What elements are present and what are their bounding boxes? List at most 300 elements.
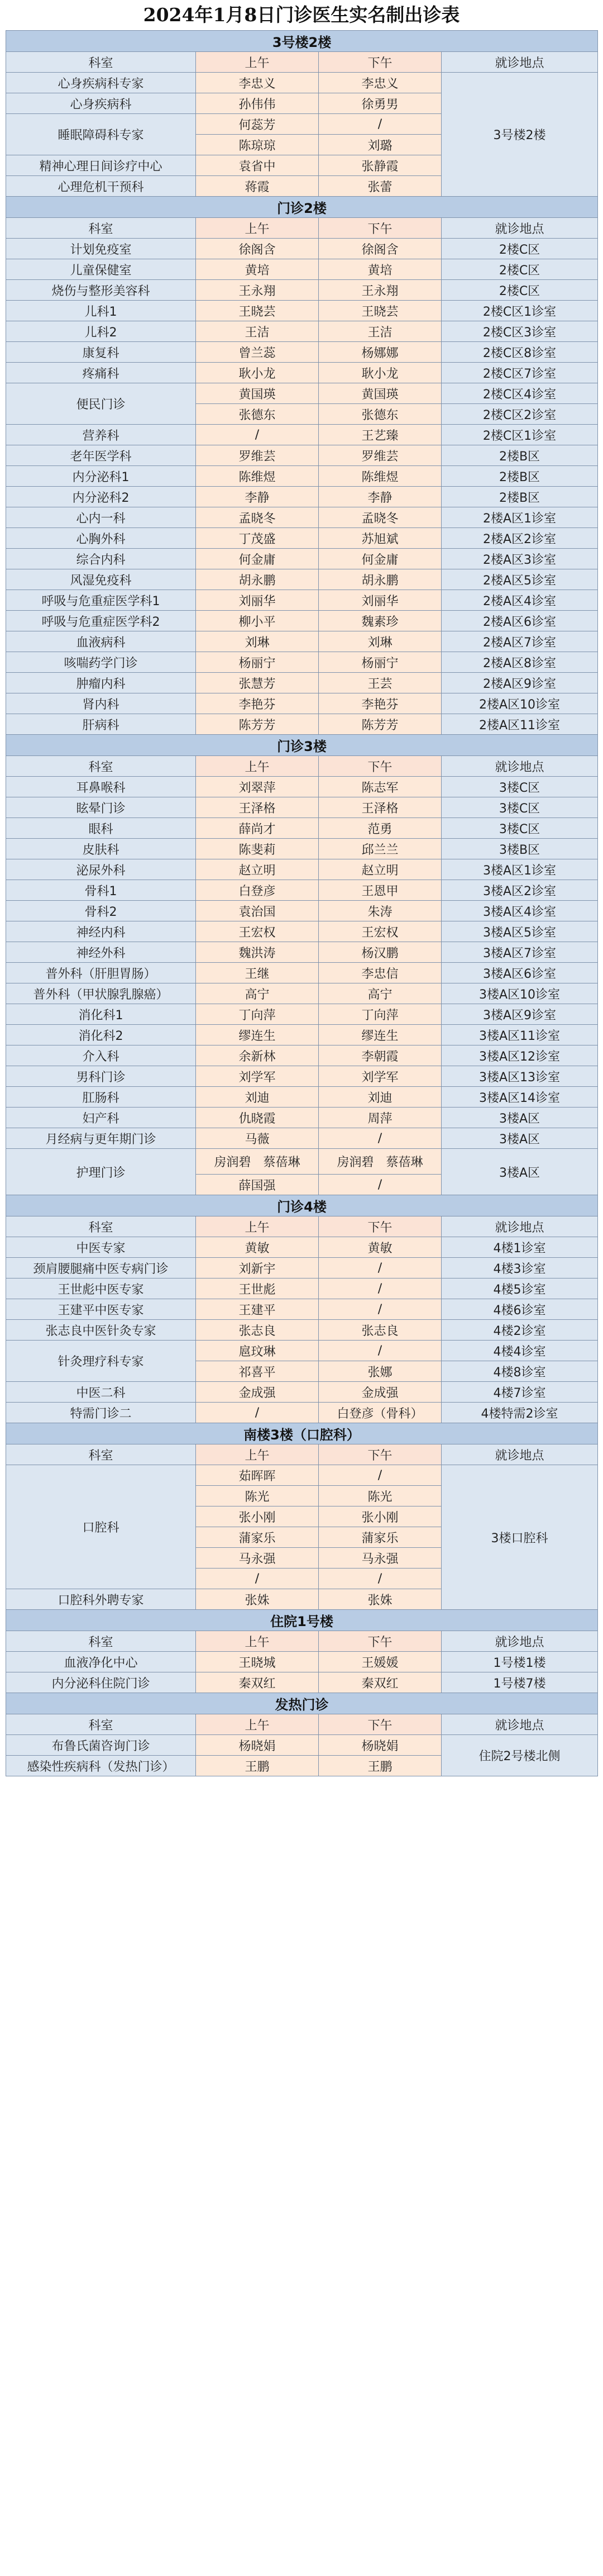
table-row xyxy=(6,1735,598,1756)
table-row xyxy=(6,73,598,93)
department-cell: 眼科 xyxy=(6,818,196,839)
afternoon-doctor-cell: 李朝霞 xyxy=(319,1045,442,1066)
location-cell: 4楼特需2诊室 xyxy=(442,1403,598,1423)
department-cell: 消化科1 xyxy=(6,1004,196,1025)
department-cell: 营养科 xyxy=(6,425,196,445)
table-row xyxy=(6,342,598,363)
location-cell: 住院2号楼北侧 xyxy=(442,1735,598,1776)
location-cell: 2楼C区4诊室 xyxy=(442,383,598,404)
department-cell: 感染性疾病科（发热门诊） xyxy=(6,1756,196,1776)
afternoon-doctor-cell: / xyxy=(319,1128,442,1149)
department-cell: 呼吸与危重症医学科1 xyxy=(6,590,196,611)
afternoon-doctor-cell: 罗维芸 xyxy=(319,445,442,466)
morning-doctor-cell: 王宏权 xyxy=(196,921,319,942)
morning-doctor-cell: / xyxy=(196,425,319,445)
afternoon-doctor-cell: 金成强 xyxy=(319,1382,442,1403)
section-title: 3号楼2楼 xyxy=(6,31,598,52)
morning-doctor-cell: 王世彪 xyxy=(196,1279,319,1299)
morning-doctor-cell: / xyxy=(196,1569,319,1589)
afternoon-doctor-cell: 王宏权 xyxy=(319,921,442,942)
location-cell: 4楼8诊室 xyxy=(442,1361,598,1382)
department-cell: 肛肠科 xyxy=(6,1087,196,1108)
morning-doctor-cell: 王洁 xyxy=(196,321,319,342)
table-row xyxy=(6,901,598,921)
department-cell: 中医二科 xyxy=(6,1382,196,1403)
section-title: 门诊3楼 xyxy=(6,735,598,756)
page-title: 2024年1月8日门诊医生实名制出诊表 xyxy=(143,4,460,26)
morning-doctor-cell: 张小刚 xyxy=(196,1506,319,1527)
morning-doctor-cell: 耿小龙 xyxy=(196,363,319,383)
location-cell: 2楼A区8诊室 xyxy=(442,652,598,673)
afternoon-doctor-cell: 蒲家乐 xyxy=(319,1527,442,1548)
afternoon-doctor-cell: 李忠义 xyxy=(319,73,442,93)
location-cell: 4楼5诊室 xyxy=(442,1279,598,1299)
morning-doctor-cell: 赵立明 xyxy=(196,859,319,880)
table-row xyxy=(6,777,598,797)
afternoon-doctor-cell: 胡永鹏 xyxy=(319,569,442,590)
morning-doctor-cell: 李艳芬 xyxy=(196,693,319,714)
morning-doctor-cell: 蒋霞 xyxy=(196,176,319,197)
table-row xyxy=(6,1465,598,1486)
afternoon-doctor-cell: 邱兰兰 xyxy=(319,839,442,859)
column-header-location: 就诊地点 xyxy=(442,1714,598,1735)
morning-doctor-cell: 薛尚才 xyxy=(196,818,319,839)
department-cell: 儿科2 xyxy=(6,321,196,342)
location-cell: 3楼A区14诊室 xyxy=(442,1087,598,1108)
department-cell: 心理危机干预科 xyxy=(6,176,196,197)
morning-doctor-cell: 白登彦 xyxy=(196,880,319,901)
location-cell: 3楼B区 xyxy=(442,839,598,859)
table-row xyxy=(6,1341,598,1361)
afternoon-doctor-cell: 王晓芸 xyxy=(319,301,442,321)
table-row xyxy=(6,673,598,693)
section-header-row xyxy=(6,1423,598,1444)
column-header-row xyxy=(6,1631,598,1652)
afternoon-doctor-cell: 刘学军 xyxy=(319,1066,442,1087)
afternoon-doctor-cell: 刘琳 xyxy=(319,631,442,652)
column-header-dept: 科室 xyxy=(6,1714,196,1735)
table-row xyxy=(6,1237,598,1258)
column-header-location: 就诊地点 xyxy=(442,218,598,239)
table-row xyxy=(6,797,598,818)
location-cell: 2楼A区5诊室 xyxy=(442,569,598,590)
section-header-row xyxy=(6,1693,598,1714)
morning-doctor-cell: 李静 xyxy=(196,487,319,507)
location-cell: 2楼C区 xyxy=(442,280,598,301)
column-header-am: 上午 xyxy=(196,1216,319,1237)
location-cell: 4楼4诊室 xyxy=(442,1341,598,1361)
column-header-am: 上午 xyxy=(196,218,319,239)
location-cell: 2楼B区 xyxy=(442,445,598,466)
table-row xyxy=(6,1652,598,1672)
afternoon-doctor-cell: 张小刚 xyxy=(319,1506,442,1527)
section-title: 南楼3楼（口腔科） xyxy=(6,1423,598,1444)
table-row xyxy=(6,942,598,963)
afternoon-doctor-cell: 刘璐 xyxy=(319,135,442,155)
table-row xyxy=(6,425,598,445)
department-cell: 护理门诊 xyxy=(6,1149,196,1195)
location-cell: 3楼C区 xyxy=(442,777,598,797)
table-row xyxy=(6,1258,598,1279)
afternoon-doctor-cell: 刘迪 xyxy=(319,1087,442,1108)
location-cell: 2楼A区10诊室 xyxy=(442,693,598,714)
department-cell: 王世彪中医专家 xyxy=(6,1279,196,1299)
morning-doctor-cell: 丁茂盛 xyxy=(196,528,319,549)
afternoon-doctor-cell: / xyxy=(319,114,442,135)
department-cell: 烧伤与整形美容科 xyxy=(6,280,196,301)
department-cell: 睡眠障碍科专家 xyxy=(6,114,196,155)
department-cell: 肿瘤内科 xyxy=(6,673,196,693)
column-header-row xyxy=(6,52,598,73)
table-row xyxy=(6,652,598,673)
location-cell: 2楼A区9诊室 xyxy=(442,673,598,693)
afternoon-doctor-cell: 王泽格 xyxy=(319,797,442,818)
table-row xyxy=(6,611,598,631)
department-cell: 布鲁氏菌咨询门诊 xyxy=(6,1735,196,1756)
afternoon-doctor-cell: 张德东 xyxy=(319,404,442,425)
schedule-table xyxy=(6,30,598,1776)
morning-doctor-cell: 张志良 xyxy=(196,1320,319,1341)
morning-doctor-cell: 王晓芸 xyxy=(196,301,319,321)
morning-doctor-cell: 扈玟琳 xyxy=(196,1341,319,1361)
afternoon-doctor-cell: / xyxy=(319,1465,442,1486)
department-cell: 血液净化中心 xyxy=(6,1652,196,1672)
morning-doctor-cell: 金成强 xyxy=(196,1382,319,1403)
afternoon-doctor-cell: 王洁 xyxy=(319,321,442,342)
afternoon-doctor-cell: 魏素珍 xyxy=(319,611,442,631)
location-cell: 2楼A区6诊室 xyxy=(442,611,598,631)
department-cell: 儿科1 xyxy=(6,301,196,321)
morning-doctor-cell: 马永强 xyxy=(196,1548,319,1569)
afternoon-doctor-cell: 李忠信 xyxy=(319,963,442,983)
department-cell: 肝病科 xyxy=(6,714,196,735)
department-cell: 咳喘药学门诊 xyxy=(6,652,196,673)
morning-doctor-cell: 王鹏 xyxy=(196,1756,319,1776)
location-cell: 3楼A区4诊室 xyxy=(442,901,598,921)
department-cell: 中医专家 xyxy=(6,1237,196,1258)
department-cell: 精神心理日间诊疗中心 xyxy=(6,155,196,176)
section-header-row xyxy=(6,197,598,218)
location-cell: 2楼C区1诊室 xyxy=(442,425,598,445)
location-cell: 2楼C区1诊室 xyxy=(442,301,598,321)
department-cell: 心身疾病科 xyxy=(6,93,196,114)
table-row xyxy=(6,1299,598,1320)
column-header-am: 上午 xyxy=(196,756,319,777)
morning-doctor-cell: 杨丽宁 xyxy=(196,652,319,673)
column-header-am: 上午 xyxy=(196,52,319,73)
table-row xyxy=(6,383,598,404)
morning-doctor-cell: 薛国强 xyxy=(196,1175,319,1195)
table-row xyxy=(6,569,598,590)
department-cell: 风湿免疫科 xyxy=(6,569,196,590)
location-cell: 4楼2诊室 xyxy=(442,1320,598,1341)
morning-doctor-cell: 高宁 xyxy=(196,983,319,1004)
location-cell: 4楼6诊室 xyxy=(442,1299,598,1320)
morning-doctor-cell: 曾兰蕊 xyxy=(196,342,319,363)
column-header-pm: 下午 xyxy=(319,1714,442,1735)
table-row xyxy=(6,1672,598,1693)
column-header-dept: 科室 xyxy=(6,1631,196,1652)
column-header-am: 上午 xyxy=(196,1444,319,1465)
afternoon-doctor-cell: 张姝 xyxy=(319,1589,442,1610)
column-header-am: 上午 xyxy=(196,1714,319,1735)
morning-doctor-cell: 王泽格 xyxy=(196,797,319,818)
morning-doctor-cell: 陈琼琼 xyxy=(196,135,319,155)
table-row xyxy=(6,1149,598,1175)
table-row xyxy=(6,983,598,1004)
location-cell: 2楼B区 xyxy=(442,487,598,507)
table-row xyxy=(6,590,598,611)
morning-doctor-cell: 刘迪 xyxy=(196,1087,319,1108)
column-header-dept: 科室 xyxy=(6,756,196,777)
location-cell: 1号楼7楼 xyxy=(442,1672,598,1693)
department-cell: 内分泌科1 xyxy=(6,466,196,487)
afternoon-doctor-cell: 王芸 xyxy=(319,673,442,693)
afternoon-doctor-cell: 徐阁含 xyxy=(319,239,442,259)
morning-doctor-cell: 刘学军 xyxy=(196,1066,319,1087)
table-row xyxy=(6,1045,598,1066)
table-row xyxy=(6,549,598,569)
morning-doctor-cell: 秦双红 xyxy=(196,1672,319,1693)
afternoon-doctor-cell: 张娜 xyxy=(319,1361,442,1382)
department-cell: 内分泌科2 xyxy=(6,487,196,507)
department-cell: 妇产科 xyxy=(6,1108,196,1128)
department-cell: 普外科（肝胆胃肠） xyxy=(6,963,196,983)
department-cell: 介入科 xyxy=(6,1045,196,1066)
morning-doctor-cell: 魏洪涛 xyxy=(196,942,319,963)
location-cell: 2楼C区2诊室 xyxy=(442,404,598,425)
column-header-row xyxy=(6,218,598,239)
location-cell: 2楼A区3诊室 xyxy=(442,549,598,569)
department-cell: 皮肤科 xyxy=(6,839,196,859)
location-cell: 2楼C区 xyxy=(442,239,598,259)
table-row xyxy=(6,693,598,714)
afternoon-doctor-cell: 王艺臻 xyxy=(319,425,442,445)
location-cell: 3楼A区6诊室 xyxy=(442,963,598,983)
morning-doctor-cell: 黄敏 xyxy=(196,1237,319,1258)
column-header-pm: 下午 xyxy=(319,1631,442,1652)
location-cell: 3楼C区 xyxy=(442,818,598,839)
section-header-row xyxy=(6,1195,598,1216)
department-cell: 综合内科 xyxy=(6,549,196,569)
afternoon-doctor-cell: 陈志军 xyxy=(319,777,442,797)
afternoon-doctor-cell: 黄培 xyxy=(319,259,442,280)
location-cell: 2楼A区7诊室 xyxy=(442,631,598,652)
table-row xyxy=(6,321,598,342)
department-cell: 计划免疫室 xyxy=(6,239,196,259)
table-row xyxy=(6,528,598,549)
column-header-row xyxy=(6,756,598,777)
afternoon-doctor-cell: 陈芳芳 xyxy=(319,714,442,735)
morning-doctor-cell: 刘翠萍 xyxy=(196,777,319,797)
table-row xyxy=(6,280,598,301)
afternoon-doctor-cell: 赵立明 xyxy=(319,859,442,880)
table-row xyxy=(6,1004,598,1025)
department-cell: 血液病科 xyxy=(6,631,196,652)
morning-doctor-cell: 徐阁含 xyxy=(196,239,319,259)
department-cell: 老年医学科 xyxy=(6,445,196,466)
location-cell: 3楼A区 xyxy=(442,1149,598,1195)
afternoon-doctor-cell: 杨晓娟 xyxy=(319,1735,442,1756)
location-cell: 3楼A区12诊室 xyxy=(442,1045,598,1066)
table-row xyxy=(6,1025,598,1045)
afternoon-doctor-cell: 黄敏 xyxy=(319,1237,442,1258)
location-cell: 3楼A区 xyxy=(442,1128,598,1149)
location-cell: 2楼A区2诊室 xyxy=(442,528,598,549)
afternoon-doctor-cell: 李艳芬 xyxy=(319,693,442,714)
afternoon-doctor-cell: 王鹏 xyxy=(319,1756,442,1776)
location-cell: 3楼A区1诊室 xyxy=(442,859,598,880)
column-header-pm: 下午 xyxy=(319,52,442,73)
afternoon-doctor-cell: 秦双红 xyxy=(319,1672,442,1693)
department-cell: 肾内科 xyxy=(6,693,196,714)
department-cell: 普外科（甲状腺乳腺癌） xyxy=(6,983,196,1004)
location-cell: 2楼C区3诊室 xyxy=(442,321,598,342)
department-cell: 口腔科外聘专家 xyxy=(6,1589,196,1610)
department-cell: 呼吸与危重症医学科2 xyxy=(6,611,196,631)
morning-doctor-cell: 柳小平 xyxy=(196,611,319,631)
afternoon-doctor-cell: 房润碧 蔡蓓琳 xyxy=(319,1149,442,1175)
section-header-row xyxy=(6,735,598,756)
table-row xyxy=(6,1382,598,1403)
morning-doctor-cell: 张姝 xyxy=(196,1589,319,1610)
location-cell: 3楼A区13诊室 xyxy=(442,1066,598,1087)
afternoon-doctor-cell: 陈光 xyxy=(319,1486,442,1506)
morning-doctor-cell: 祁喜平 xyxy=(196,1361,319,1382)
afternoon-doctor-cell: / xyxy=(319,1341,442,1361)
department-cell: 泌尿外科 xyxy=(6,859,196,880)
morning-doctor-cell: 王晓城 xyxy=(196,1652,319,1672)
morning-doctor-cell: 丁向萍 xyxy=(196,1004,319,1025)
table-row xyxy=(6,1108,598,1128)
table-row xyxy=(6,859,598,880)
morning-doctor-cell: 刘琳 xyxy=(196,631,319,652)
afternoon-doctor-cell: 孟晓冬 xyxy=(319,507,442,528)
table-row xyxy=(6,1279,598,1299)
department-cell: 颈肩腰腿痛中医专病门诊 xyxy=(6,1258,196,1279)
column-header-dept: 科室 xyxy=(6,1444,196,1465)
table-row xyxy=(6,301,598,321)
afternoon-doctor-cell: 杨娜娜 xyxy=(319,342,442,363)
location-cell: 2楼C区7诊室 xyxy=(442,363,598,383)
afternoon-doctor-cell: 缪连生 xyxy=(319,1025,442,1045)
department-cell: 神经内科 xyxy=(6,921,196,942)
afternoon-doctor-cell: 范勇 xyxy=(319,818,442,839)
afternoon-doctor-cell: / xyxy=(319,1258,442,1279)
table-row xyxy=(6,1087,598,1108)
table-row xyxy=(6,631,598,652)
department-cell: 王建平中医专家 xyxy=(6,1299,196,1320)
column-header-pm: 下午 xyxy=(319,756,442,777)
afternoon-doctor-cell: 周萍 xyxy=(319,1108,442,1128)
table-row xyxy=(6,507,598,528)
department-cell: 耳鼻喉科 xyxy=(6,777,196,797)
column-header-dept: 科室 xyxy=(6,1216,196,1237)
location-cell: 2楼A区1诊室 xyxy=(442,507,598,528)
morning-doctor-cell: 刘丽华 xyxy=(196,590,319,611)
department-cell: 针灸理疗科专家 xyxy=(6,1341,196,1382)
morning-doctor-cell: 陈光 xyxy=(196,1486,319,1506)
department-cell: 便民门诊 xyxy=(6,383,196,425)
location-cell: 3楼A区7诊室 xyxy=(442,942,598,963)
morning-doctor-cell: 胡永鹏 xyxy=(196,569,319,590)
department-cell: 心胸外科 xyxy=(6,528,196,549)
morning-doctor-cell: 陈斐莉 xyxy=(196,839,319,859)
location-cell: 2楼B区 xyxy=(442,466,598,487)
afternoon-doctor-cell: / xyxy=(319,1279,442,1299)
afternoon-doctor-cell: / xyxy=(319,1175,442,1195)
location-cell: 4楼3诊室 xyxy=(442,1258,598,1279)
afternoon-doctor-cell: 黄国瑛 xyxy=(319,383,442,404)
location-cell: 3楼A区2诊室 xyxy=(442,880,598,901)
column-header-row xyxy=(6,1444,598,1465)
table-row xyxy=(6,1320,598,1341)
morning-doctor-cell: 马薇 xyxy=(196,1128,319,1149)
location-cell: 2楼A区4诊室 xyxy=(442,590,598,611)
department-cell: 特需门诊二 xyxy=(6,1403,196,1423)
afternoon-doctor-cell: 马永强 xyxy=(319,1548,442,1569)
section-title: 门诊4楼 xyxy=(6,1195,598,1216)
section-title: 门诊2楼 xyxy=(6,197,598,218)
location-cell: 3楼A区11诊室 xyxy=(442,1025,598,1045)
afternoon-doctor-cell: 白登彦（骨科） xyxy=(319,1403,442,1423)
table-row xyxy=(6,714,598,735)
column-header-row xyxy=(6,1216,598,1237)
afternoon-doctor-cell: 王永翔 xyxy=(319,280,442,301)
afternoon-doctor-cell: 杨丽宁 xyxy=(319,652,442,673)
table-row xyxy=(6,487,598,507)
department-cell: 骨科2 xyxy=(6,901,196,921)
afternoon-doctor-cell: 陈维煜 xyxy=(319,466,442,487)
afternoon-doctor-cell: / xyxy=(319,1569,442,1589)
morning-doctor-cell: 王永翔 xyxy=(196,280,319,301)
column-header-am: 上午 xyxy=(196,1631,319,1652)
table-row xyxy=(6,818,598,839)
department-cell: 骨科1 xyxy=(6,880,196,901)
afternoon-doctor-cell: 耿小龙 xyxy=(319,363,442,383)
morning-doctor-cell: 陈维煜 xyxy=(196,466,319,487)
column-header-location: 就诊地点 xyxy=(442,1444,598,1465)
column-header-dept: 科室 xyxy=(6,52,196,73)
location-cell: 3楼C区 xyxy=(442,797,598,818)
morning-doctor-cell: 袁治国 xyxy=(196,901,319,921)
afternoon-doctor-cell: 张静霞 xyxy=(319,155,442,176)
afternoon-doctor-cell: 王媛媛 xyxy=(319,1652,442,1672)
morning-doctor-cell: 蒲家乐 xyxy=(196,1527,319,1548)
department-cell: 内分泌科住院门诊 xyxy=(6,1672,196,1693)
table-row xyxy=(6,466,598,487)
afternoon-doctor-cell: 刘丽华 xyxy=(319,590,442,611)
location-cell: 4楼1诊室 xyxy=(442,1237,598,1258)
table-row xyxy=(6,839,598,859)
afternoon-doctor-cell: / xyxy=(319,1299,442,1320)
location-cell: 2楼C区8诊室 xyxy=(442,342,598,363)
morning-doctor-cell: 王继 xyxy=(196,963,319,983)
morning-doctor-cell: 房润碧 蔡蓓琳 xyxy=(196,1149,319,1175)
section-header-row xyxy=(6,31,598,52)
morning-doctor-cell: 张慧芳 xyxy=(196,673,319,693)
department-cell: 男科门诊 xyxy=(6,1066,196,1087)
location-cell: 3楼口腔科 xyxy=(442,1465,598,1610)
morning-doctor-cell: 陈芳芳 xyxy=(196,714,319,735)
department-cell: 神经外科 xyxy=(6,942,196,963)
morning-doctor-cell: 何金庸 xyxy=(196,549,319,569)
morning-doctor-cell: 缪连生 xyxy=(196,1025,319,1045)
column-header-pm: 下午 xyxy=(319,218,442,239)
table-row xyxy=(6,921,598,942)
afternoon-doctor-cell: 丁向萍 xyxy=(319,1004,442,1025)
location-cell: 3楼A区9诊室 xyxy=(442,1004,598,1025)
